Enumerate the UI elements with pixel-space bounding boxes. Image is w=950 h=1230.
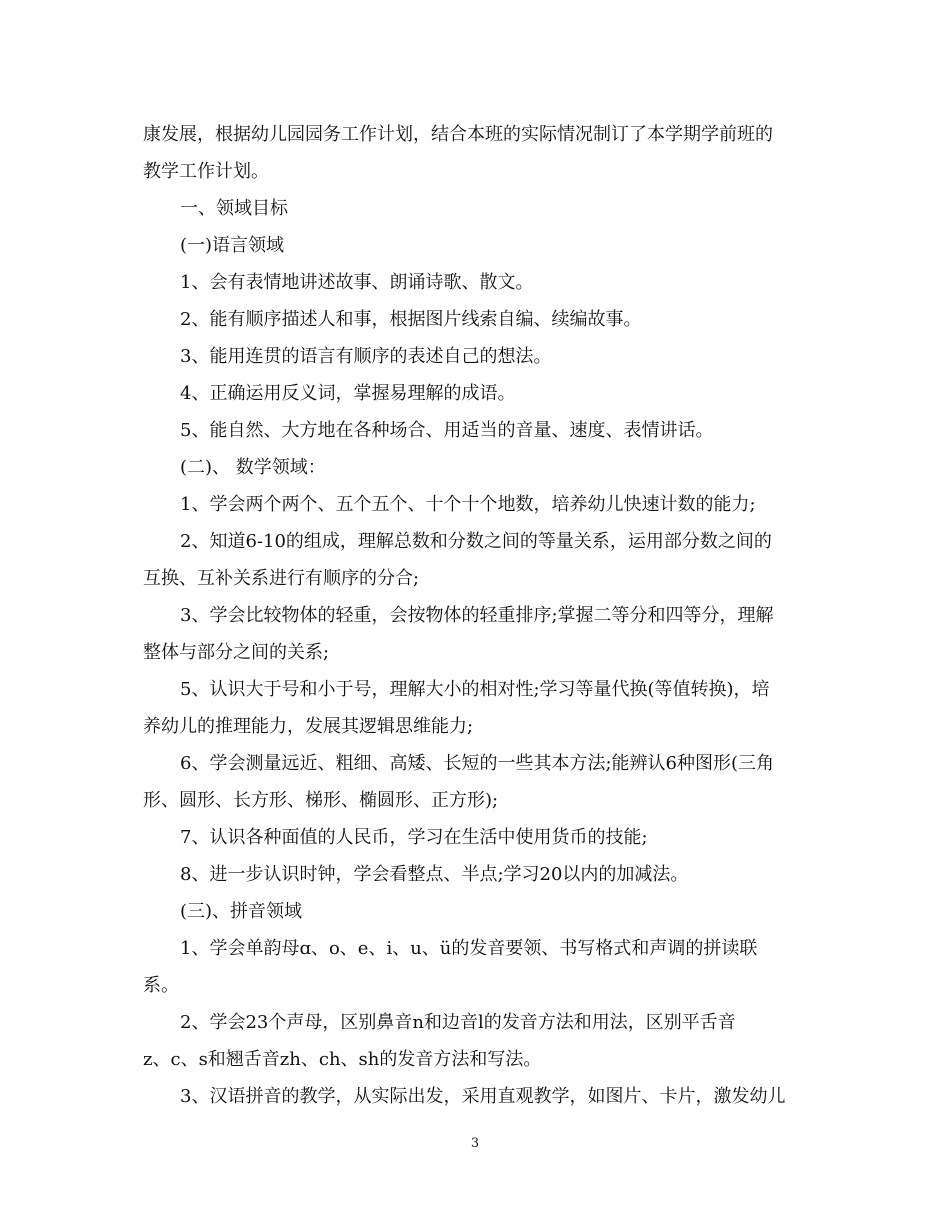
text-line: (二)、 数学领域： — [180, 457, 326, 478]
text-line: 康发展，根据幼儿园园务工作计划，结合本班的实际情况制订了本学期学前班的 — [143, 124, 773, 145]
text-line: 7、认识各种面值的人民币，学习在生活中使用货币的技能; — [180, 827, 648, 848]
text-line: 养幼儿的推理能力，发展其逻辑思维能力; — [143, 716, 474, 737]
text-line: 3、汉语拼音的教学，从实际出发，采用直观教学，如图片、卡片，激发幼儿 — [180, 1086, 786, 1107]
text-line: 3、能用连贯的语言有顺序的表述自己的想法。 — [180, 346, 552, 367]
text-line: 5、认识大于号和小于号，理解大小的相对性;学习等量代换(等值转换)，培 — [180, 679, 770, 700]
text-line: 一、领域目标 — [180, 198, 288, 219]
text-line: 8、进一步认识时钟，学会看整点、半点;学习20以内的加减法。 — [180, 864, 689, 885]
text-line: 5、能自然、大方地在各种场合、用适当的音量、速度、表情讲话。 — [180, 420, 714, 441]
text-line: 1、学会单韵母ɑ、o、e、i、u、ü的发音要领、书写格式和声调的拼读联 — [180, 938, 758, 959]
page-number: 3 — [470, 1136, 480, 1151]
text-line: (一)语言领域 — [180, 235, 285, 256]
text-line: (三)、拼音领域 — [180, 901, 303, 922]
document-body — [143, 116, 803, 1115]
text-line: 2、学会23个声母，区别鼻音n和边音l的发音方法和用法，区别平舌音 — [180, 1012, 736, 1033]
text-line: 教学工作计划。 — [143, 161, 269, 182]
text-line: 2、能有顺序描述人和事，根据图片线索自编、续编故事。 — [180, 309, 642, 330]
text-line: 6、学会测量远近、粗细、高矮、长短的一些其本方法;能辨认6种图形(三角 — [180, 753, 774, 774]
text-line: 4、正确运用反义词，掌握易理解的成语。 — [180, 383, 516, 404]
text-line: 整体与部分之间的关系; — [143, 642, 330, 663]
text-line: 形、圆形、长方形、梯形、椭圆形、正方形); — [143, 790, 499, 811]
text-line: z、c、s和翘舌音zh、ch、sh的发音方法和写法。 — [143, 1049, 542, 1070]
text-line: 系。 — [143, 975, 179, 996]
text-line: 2、知道6-10的组成，理解总数和分数之间的等量关系，运用部分数之间的 — [180, 531, 772, 552]
text-line: 1、会有表情地讲述故事、朗诵诗歌、散文。 — [180, 272, 534, 293]
text-line: 互换、互补关系进行有顺序的分合; — [143, 568, 420, 589]
text-line: 1、学会两个两个、五个五个、十个十个地数，培养幼儿快速计数的能力; — [180, 494, 756, 515]
text-line: 3、学会比较物体的轻重，会按物体的轻重排序;掌握二等分和四等分，理解 — [180, 605, 774, 626]
